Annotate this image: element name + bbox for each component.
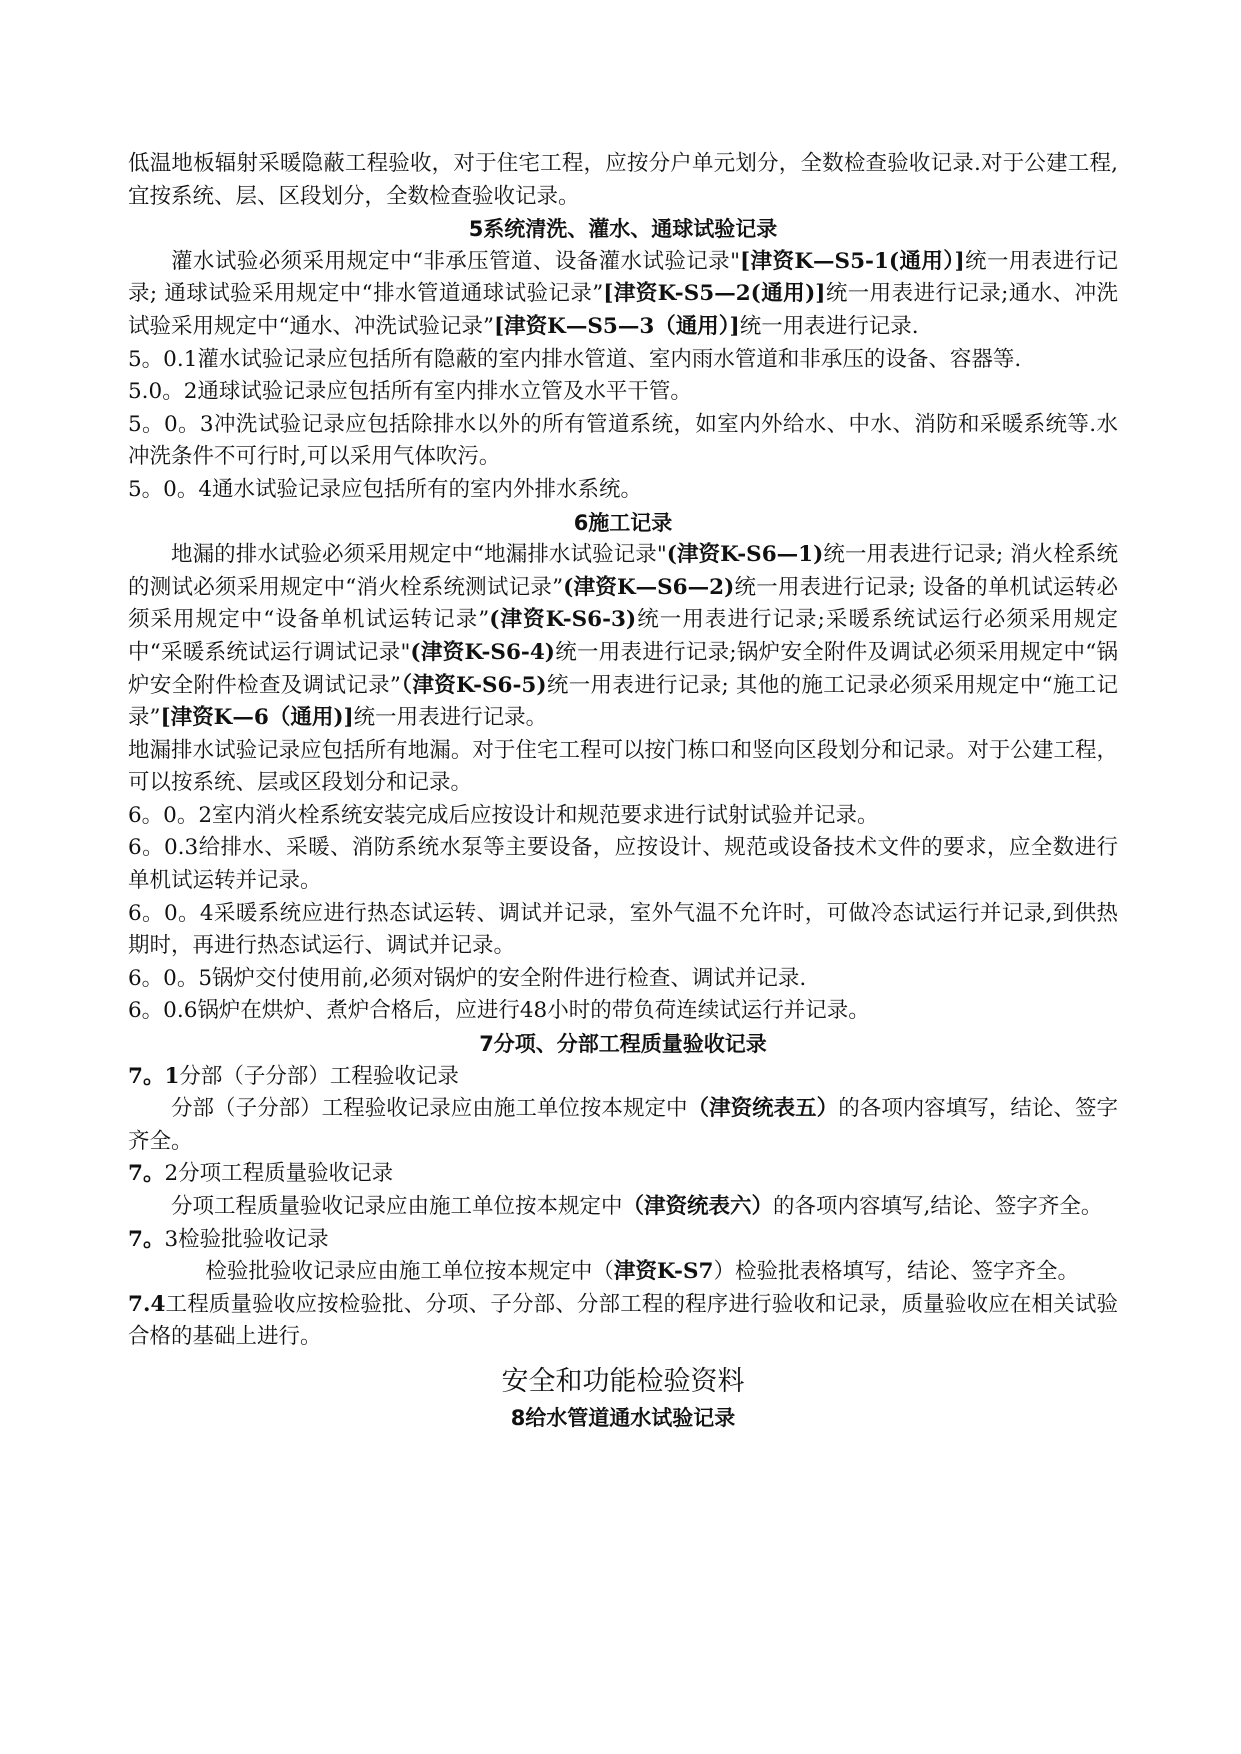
safety-function-heading: 安全和功能检验资料 xyxy=(501,1365,745,1397)
form-code: [津资K—6（通用)] xyxy=(160,705,354,731)
form-code: (津资K-S6—1) xyxy=(666,542,824,568)
form-code: [津资K—S5-1(通用）] xyxy=(739,248,965,274)
intro-paragraph: 低温地板辐射采暖隐蔽工程验收，对于住宅工程，应按分户单元划分，全数检查验收记录.对于公建工程,宜按系统、层、区段划分，全数检查验收记录。 xyxy=(128,151,1118,209)
form-code: (津资K—S6—2) xyxy=(563,574,735,600)
clause-6-0-6: 6。0.6锅炉在烘炉、煮炉合格后，应进行48小时的带负荷连续试运行并记录。 xyxy=(128,998,870,1024)
form-code: （津资统表六） xyxy=(622,1194,774,1219)
form-code: （津资K-S6-5) xyxy=(400,672,547,698)
section-5-heading: 5系统清洗、灌水、通球试验记录 xyxy=(468,217,778,242)
clause-6-0-4: 6。0。4采暖系统应进行热态试运转、调试并记录，室外气温不允许时，可做冷态试运行并记录,到供热期时，再进行热态试运行、调试并记录。 xyxy=(128,900,1118,959)
section-6-heading: 6施工记录 xyxy=(573,510,673,535)
form-code: （津资统表五） xyxy=(687,1096,839,1122)
section-6-intro: 地漏的排水试验必须采用规定中“地漏排水试验记录"(津资K-S6—1)统一用表进行记录; 消火栓系统的测试必须采用规定中“消火栓系统测试记录”(津资K—S6—2)统一用表进行记录; 设备的单机试运转必须采用规定中“设备单机试运转记录”(津资K-S6-3)统一用表进行记录;采暖系统试运行必须采用规定中“采暖系统试运行调试记录"(津资K-S6-4)统一用表进行记录;锅炉安全附件及调试必须采用规定中“锅炉安全附件检查及调试记录”（津资K-S6-5)统一用表进行记录; 其他的施工记录必须采用规定中“施工记录”[津资K—6（通用)]统一用表进行记录。 xyxy=(128,542,1118,731)
clause-6-0-3: 6。0.3给排水、采暖、消防系统水泵等主要设备，应按设计、规范或设备技术文件的要求，应全数进行单机试运转并记录。 xyxy=(128,835,1118,894)
clause-7-3-body: 检验批验收记录应由施工单位按本规定中（津资K-S7）检验批表格填写，结论、签字齐全。 xyxy=(205,1259,1079,1285)
clause-7-2-body: 分项工程质量验收记录应由施工单位按本规定中（津资统表六）的各项内容填写,结论、签字齐全。 xyxy=(171,1194,1103,1219)
section-8-heading: 8给水管道通水试验记录 xyxy=(510,1405,736,1430)
document-page xyxy=(128,148,1118,1435)
form-code: (津资K-S6-4) xyxy=(410,639,555,665)
clause-5-0-2: 5.0。2通球试验记录应包括所有室内排水立管及水平干管。 xyxy=(128,379,692,405)
clause-6-0-1: 地漏排水试验记录应包括所有地漏。对于住宅工程可以按门栋口和竖向区段划分和记录。对于公建工程，可以按系统、层或区段划分和记录。 xyxy=(128,737,1118,796)
form-code: (津资K-S6-3) xyxy=(489,607,637,633)
form-code: [津资K-S5—2(通用)] xyxy=(603,281,826,307)
clause-7-1-body: 分部（子分部）工程验收记录应由施工单位按本规定中（津资统表五）的各项内容填写，结论、签字齐全。 xyxy=(128,1096,1118,1154)
form-code: [津资K—S5—3（通用）] xyxy=(494,313,740,339)
clause-7-4: 7.4工程质量验收应按检验批、分项、子分部、分部工程的程序进行验收和记录，质量验收应在相关试验合格的基础上进行。 xyxy=(128,1291,1118,1350)
section-5-intro: 灌水试验必须采用规定中“非承压管道、设备灌水试验记录"[津资K—S5-1(通用）]统一用表进行记录; 通球试验采用规定中“排水管道通球试验记录”[津资K-S5—2(通用)]统一用表进行记录;通水、冲洗试验采用规定中“通水、冲洗试验记录”[津资K—S5—3（通用）]统一用表进行记录. xyxy=(128,248,1118,339)
clause-6-0-5: 6。0。5锅炉交付使用前,必须对锅炉的安全附件进行检查、调试并记录. xyxy=(128,965,807,991)
clause-7-2-title: 7。2分项工程质量验收记录 xyxy=(128,1161,394,1187)
clause-6-0-2: 6。0。2室内消火栓系统安装完成后应按设计和规范要求进行试射试验并记录。 xyxy=(128,802,879,828)
form-code: 津资K-S7 xyxy=(613,1259,714,1285)
clause-5-0-4: 5。0。4通水试验记录应包括所有的室内外排水系统。 xyxy=(128,476,643,502)
section-7-heading: 7分项、分部工程质量验收记录 xyxy=(479,1032,767,1057)
clause-5-0-3: 5。0。3冲洗试验记录应包括除排水以外的所有管道系统，如室内外给水、中水、消防和采暖系统等.水冲洗条件不可行时,可以采用气体吹污。 xyxy=(128,411,1118,470)
clause-5-0-1: 5。0.1灌水试验记录应包括所有隐蔽的室内排水管道、室内雨水管道和非承压的设备、容器等. xyxy=(128,346,1022,372)
clause-7-3-title: 7。3检验批验收记录 xyxy=(128,1226,329,1252)
clause-7-1-title: 7。1分部（子分部）工程验收记录 xyxy=(128,1063,459,1089)
